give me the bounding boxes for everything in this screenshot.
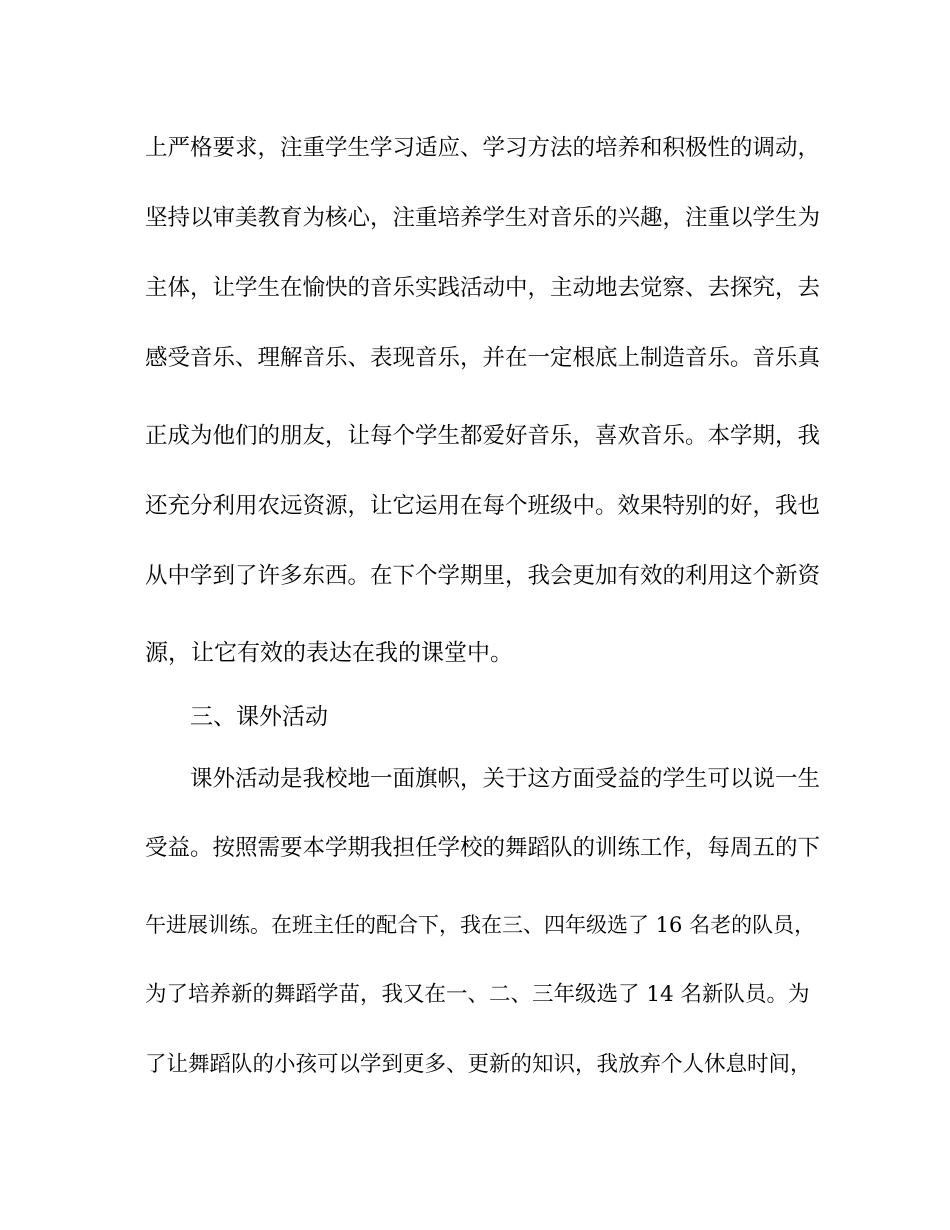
paragraph-line: 课外活动是我校地一面旗帜，关于这方面受益的学生可以说一生 — [190, 766, 821, 792]
paragraph-line: 午进展训练。在班主任的配合下，我在三、四年级选了 16 名老的队员， — [145, 913, 816, 937]
paragraph-line: 正成为他们的朋友，让每个学生都爱好音乐，喜欢音乐。本学期，我 — [145, 423, 821, 449]
paragraph-line: 受益。按照需要本学期我担任学校的舞蹈队的训练工作，每周五的下 — [145, 835, 821, 861]
paragraph-line: 坚持以审美教育为核心，注重培养学生对音乐的兴趣，注重以学生为 — [145, 205, 821, 231]
paragraph-line: 了让舞蹈队的小孩可以学到更多、更新的知识，我放弃个人休息时间， — [145, 1052, 812, 1077]
paragraph-line: 源，让它有效的表达在我的课堂中。 — [145, 640, 513, 666]
paragraph-line: 还充分利用农远资源，让它运用在每个班级中。效果特别的好，我也 — [145, 493, 821, 519]
paragraph-line: 为了培养新的舞蹈学苗，我又在一、二、三年级选了 14 名新队员。为 — [145, 982, 810, 1007]
paragraph-line: 从中学到了许多东西。在下个学期里，我会更加有效的利用这个新资 — [145, 563, 821, 589]
section-heading: 三、课外活动 — [190, 704, 328, 730]
paragraph-line: 上严格要求，注重学生学习适应、学习方法的培养和积极性的调动， — [145, 135, 821, 161]
paragraph-line: 感受音乐、理解音乐、表现音乐，并在一定根底上制造音乐。音乐真 — [145, 345, 821, 371]
paragraph-line: 主体，让学生在愉快的音乐实践活动中，主动地去觉察、去探究，去 — [145, 275, 821, 301]
